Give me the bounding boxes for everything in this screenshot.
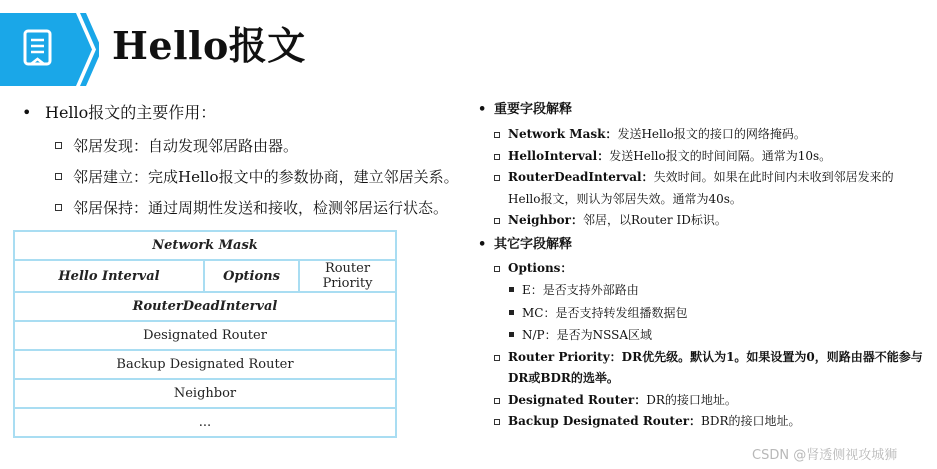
- list-item: HelloInterval：发送Hello报文的时间间隔。通常为10s。: [478, 146, 933, 168]
- field-explanations: [478, 99, 933, 433]
- document-icon: [0, 13, 99, 86]
- options-cell: Options: [204, 260, 299, 292]
- router-priority-cell: Router Priority: [299, 260, 396, 292]
- square-bullet-icon: [494, 132, 500, 138]
- filled-square-bullet-icon: [509, 310, 514, 315]
- square-bullet-icon: [494, 419, 500, 425]
- list-item: Router Priority：DR优先级。默认为1。如果设置为0，则路由器不能参与: [478, 347, 933, 369]
- hello-packet-format-table: [13, 230, 397, 438]
- square-bullet-icon: [494, 266, 500, 272]
- header: [0, 0, 937, 98]
- neighbor-cell: Neighbor: [14, 379, 396, 408]
- square-bullet-icon: [494, 398, 500, 404]
- square-bullet-icon: [55, 173, 62, 180]
- table-row: [14, 260, 396, 292]
- square-bullet-icon: [494, 355, 500, 361]
- list-item: RouterDeadInterval：失效时间。如果在此时间内未收到邻居发来的: [478, 167, 933, 189]
- list-item: Network Mask：发送Hello报文的接口的网络掩码。: [478, 124, 933, 146]
- table-row: [14, 379, 396, 408]
- main-bullet: • Hello报文的主要作用：: [20, 100, 490, 126]
- section-heading-important: • 重要字段解释: [478, 99, 933, 121]
- ellipsis-cell: ...: [14, 408, 396, 437]
- list-item-continuation: Hello报文，则认为邻居失效。通常为40s。: [508, 191, 742, 206]
- list-item: Neighbor：邻居，以Router ID标识。: [478, 210, 933, 232]
- table-row: [14, 350, 396, 379]
- table-row: [14, 408, 396, 437]
- list-item-continuation: DR或BDR的选举。: [508, 371, 619, 385]
- square-bullet-icon: [494, 154, 500, 160]
- square-bullet-icon: [55, 204, 62, 211]
- router-dead-interval-cell: RouterDeadInterval: [14, 292, 396, 321]
- network-mask-cell: Network Mask: [14, 231, 396, 260]
- designated-router-cell: Designated Router: [14, 321, 396, 350]
- watermark: CSDN @肾透侧视攻城狮: [752, 448, 898, 463]
- list-item: MC：是否支持转发组播数据包: [478, 302, 933, 325]
- list-item: N/P：是否为NSSA区域: [478, 324, 933, 347]
- list-item: E：是否支持外部路由: [478, 279, 933, 302]
- hello-interval-cell: Hello Interval: [14, 260, 204, 292]
- hello-functions: [20, 98, 490, 229]
- filled-square-bullet-icon: [509, 287, 514, 292]
- list-item: 邻居保持：通过周期性发送和接收，检测邻居运行状态。: [20, 198, 490, 229]
- table-row: [14, 231, 396, 260]
- section-heading-other: • 其它字段解释: [478, 234, 933, 256]
- list-item: 邻居发现：自动发现邻居路由器。: [20, 136, 490, 167]
- list-item: 邻居建立：完成Hello报文中的参数协商，建立邻居关系。: [20, 167, 490, 198]
- table-row: [14, 321, 396, 350]
- square-bullet-icon: [494, 218, 500, 224]
- function-list: [20, 136, 490, 229]
- square-bullet-icon: [494, 175, 500, 181]
- list-item: Options：: [478, 258, 933, 280]
- filled-square-bullet-icon: [509, 332, 514, 337]
- list-item: Backup Designated Router：BDR的接口地址。: [478, 411, 933, 433]
- square-bullet-icon: [55, 142, 62, 149]
- list-item: Designated Router：DR的接口地址。: [478, 390, 933, 412]
- backup-designated-router-cell: Backup Designated Router: [14, 350, 396, 379]
- title-badge: [0, 13, 99, 86]
- table-row: [14, 292, 396, 321]
- page-title: Hello报文: [112, 23, 306, 68]
